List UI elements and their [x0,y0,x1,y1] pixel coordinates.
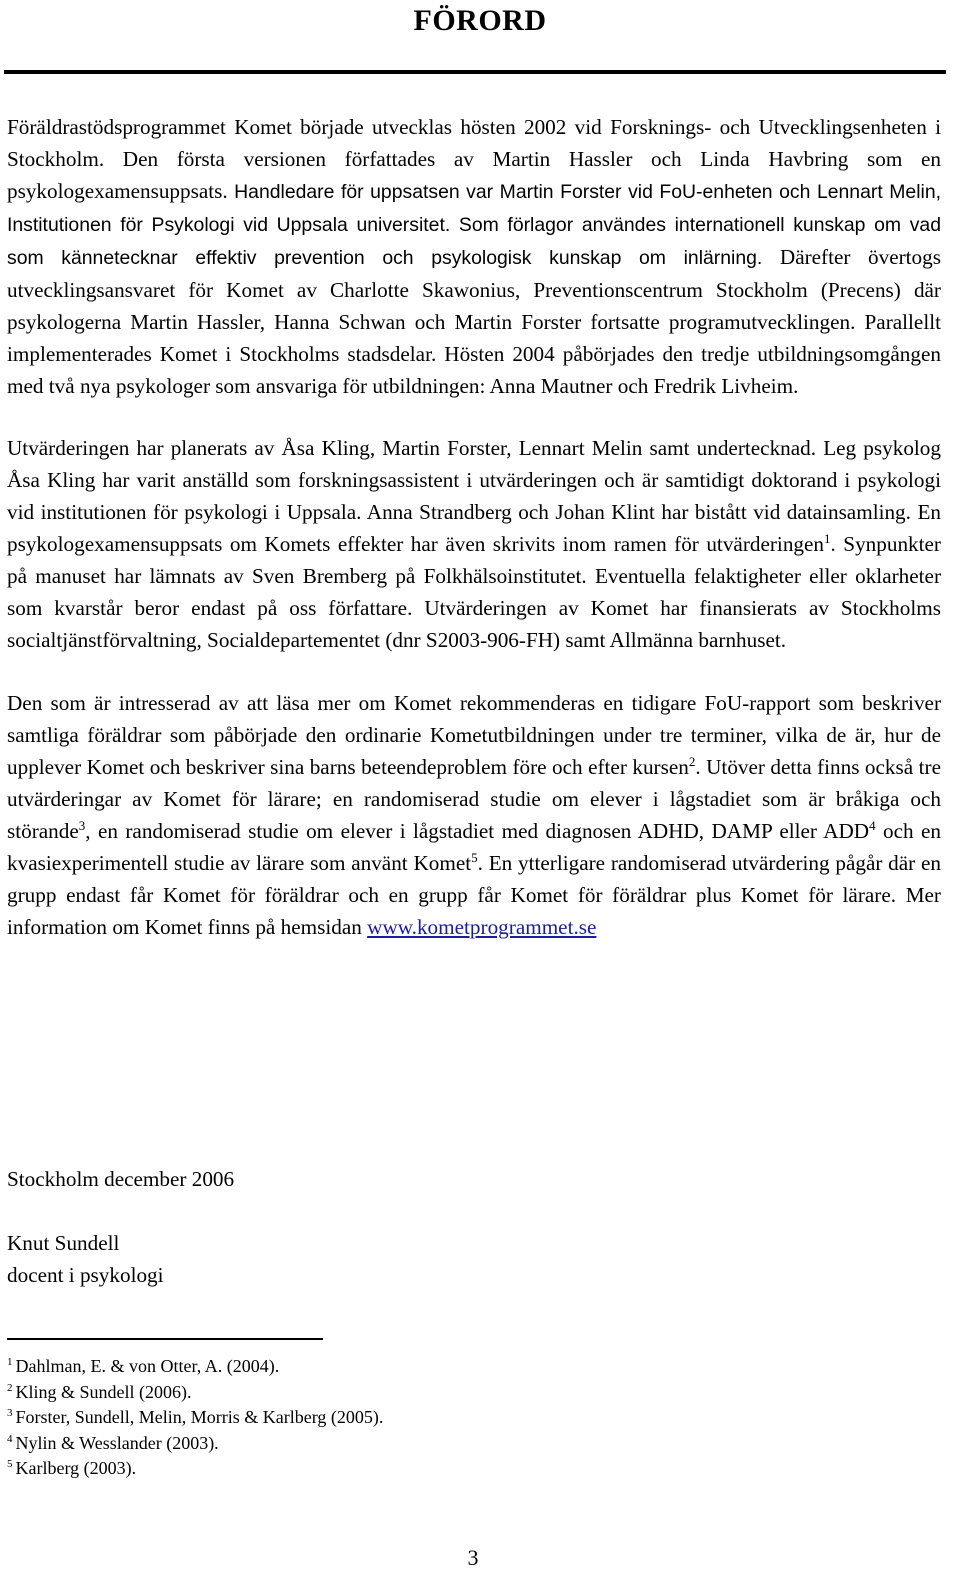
paragraph-3-part-d: och en kvasiexperimentell studie av lärare som använt Komet [7,819,941,875]
signature-name: Knut Sundell [7,1231,120,1255]
paragraph-1-part-b: Handledare för uppsatsen var Martin Forster vid FoU-enheten och Lennart Melin, Institutionen för Psykologi vid Uppsala universitet. Som förlagor användes internationell kunskap om vad som kännetecknar effektiv prevention och psykologisk kunskap om inlärning. [7,181,942,269]
page-title: FÖRORD [413,4,547,37]
footnote [7,1431,383,1457]
footnote-text: Forster, Sundell, Melin, Morris & Karlberg (2005). [15,1407,384,1428]
footnote-ref-4[interactable]: 4 [869,817,876,833]
footnote [7,1405,383,1431]
website-link[interactable]: www.kometprogrammet.se [367,915,597,939]
paragraph-2-part-a: Utvärderingen har planerats av Åsa Kling, Martin Forster, Lennart Melin samt undertecknad. Leg psykolog Åsa Kling har varit anställd som forskningsassistent i utvärderingen och är samtidigt doktorand i psykologi vid institutionen för psykologi i Uppsala. Anna Strandberg och Johan Klint har bistått vid datainsamling. En psykologexamensuppsats om Komets effekter har även skrivits inom ramen för utvärderingen [7,436,941,556]
footnote-ref-2[interactable]: 2 [688,753,696,769]
body-text [7,111,941,973]
footnote-number: 2 [7,1381,13,1394]
footnotes [7,1354,383,1482]
footnote-text: Dahlman, E. & von Otter, A. (2004). [15,1356,280,1376]
footnote-text: Karlberg (2003). [15,1458,137,1479]
paragraph-2-part-c: Utvärderingen av Komet har finansierats av Stockholms socialtjänstförvaltning, Socialdepartementet (dnr S2003-906-FH) samt Allmänna barnhuset. [7,596,941,652]
paragraph-evaluation [7,432,941,656]
footnote-ref-5[interactable]: 5 [471,849,478,865]
footnote-ref-3[interactable]: 3 [78,817,86,833]
footnote-number: 3 [7,1407,13,1420]
paragraph-3-part-a: Den som är intresserad av att läsa mer om Komet rekommenderas en tidigare FoU-rapport som beskriver samtliga föräldrar som påbörjade den ordinarie Kometutbildningen under tre terminer, vilka de är, hur de upplever Komet och beskriver sina barns beteendeproblem före och efter kursen [7,691,941,779]
signature-role: docent i psykologi [7,1263,164,1287]
place-date: Stockholm december 2006 [7,1167,235,1191]
signature-block [7,1227,164,1291]
footnote [7,1380,383,1406]
footnote [7,1456,383,1482]
footnote-number: 1 [7,1356,13,1368]
footnote [7,1354,383,1380]
footnote-number: 5 [7,1458,13,1471]
paragraph-1-part-c: Därefter övertogs utvecklingsansvaret för Komet av Charlotte Skawonius, Preventionscentrum Stockholm (Precens) där psykologerna Martin Hassler, Hanna Schwan och Martin Forster fortsatte programutvecklingen. Parallellt implementerades Komet i Stockholms stadsdelar. Hösten 2004 påbörjades den tredje utbildningsomgången med två nya psykologer som ansvariga för utbildningen: Anna Mautner och Fredrik Livheim. [7,245,941,398]
footnote-ref-1[interactable]: 1 [824,530,831,546]
paragraph-3-part-e: . En ytterligare randomiserad utvärdering pågår där en grupp endast får Komet för föräldrar och en grupp får Komet för föräldrar plus Komet för lärare. Mer information om Komet finns på hemsidan [7,851,941,939]
paragraph-2-part-b: . Synpunkter på manuset har lämnats av Sven Bremberg på Folkhälsoinstitutet. Eventuella felaktigheter eller oklarheter som kvarstår beror endast på oss författare. [7,532,941,620]
title-rule [4,70,946,74]
footnote-divider [7,1338,323,1340]
footnote-text: Nylin & Wesslander (2003). [15,1432,219,1453]
paragraph-1-part-a: Föräldrastödsprogrammet Komet började utvecklas hösten 2002 vid Forsknings- och Utvecklingsenheten i Stockholm. Den första versionen författades av Martin Hassler och Linda Havbring som en psykologexamensuppsats. [7,115,941,203]
paragraph-history [7,111,941,402]
paragraph-further-reading [7,687,941,943]
paragraph-3-part-c: , en randomiserad studie om elever i lågstadiet med diagnosen ADHD, DAMP eller ADD [85,819,870,843]
footnote-number: 4 [7,1432,13,1445]
footnote-text: Kling & Sundell (2006). [15,1381,192,1402]
page-number: 3 [467,1545,479,1570]
paragraph-3-part-b: . Utöver detta finns också tre utvärderingar av Komet för lärare; en randomiserad studie om elever i lågstadiet som är bråkiga och störande [7,755,941,843]
